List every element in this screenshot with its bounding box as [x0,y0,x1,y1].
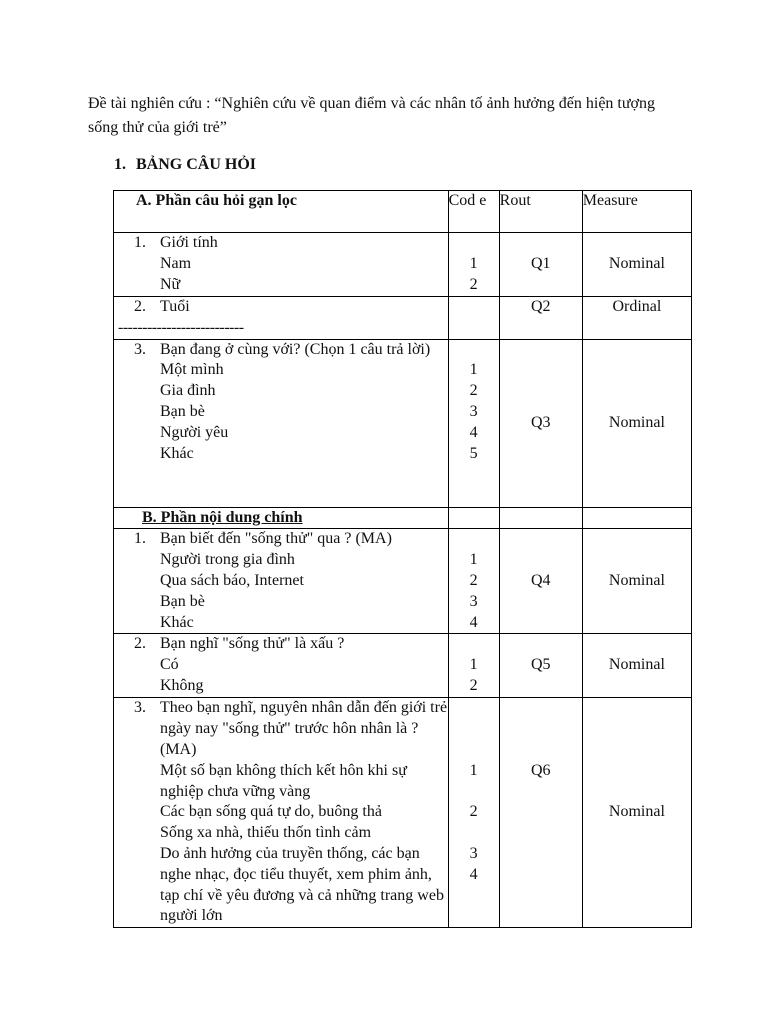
bullet-icon [134,254,160,275]
table-row [114,233,692,297]
q1-measure: Nominal [582,233,691,297]
option-item: Bạn bè [114,402,448,423]
b1-rout: Q4 [499,529,582,634]
option-item: Nữ [114,275,448,296]
q2-measure: Ordinal [582,297,691,340]
option-item: Người trong gia đình [114,550,448,571]
section-a-title: A. Phần câu hỏi gạn lọc [136,192,297,209]
b1-measure: Nominal [582,529,691,634]
header-measure-label: Measure [582,192,638,209]
b3-rout: Q6 [499,698,582,928]
section-heading [114,154,256,176]
bullet-icon [134,802,160,823]
bullet-icon [134,275,160,296]
option-item: Khác [114,613,448,634]
header-code-label: Cod e [448,192,487,209]
bullet-icon [134,613,160,634]
question-line: 1. Bạn biết đến "sống thử" qua ? (MA) [114,529,448,550]
b2-measure: Nominal [582,634,691,698]
question-line: 3. Theo bạn nghĩ, nguyên nhân dẫn đến giới trẻ ngày nay "sống thử" trước hôn nhân là ? (MA) [114,698,448,760]
q3-rout: Q3 [499,339,582,507]
questionnaire-table [113,190,692,928]
bullet-icon [134,823,160,844]
table-row [114,507,692,529]
header-rout-label: Rout [499,192,531,209]
b1-cell [114,529,449,634]
option-item: Một số bạn không thích kết hôn khi sự nghiệp chưa vững vàng [114,761,448,803]
bullet-icon [134,676,160,697]
q2-cell [114,297,449,340]
q3-codes: 1 2 3 4 5 [448,339,499,507]
bullet-icon [134,571,160,592]
q2-rout: Q2 [499,297,582,340]
b1-text: Bạn biết đến "sống thử" qua ? (MA) [160,530,392,548]
answer-blank-line: -------------------------- [118,318,244,336]
option-item: Một mình [114,360,448,381]
b1-codes: 1 2 3 4 [448,529,499,634]
option-item: Các bạn sống quá tự do, buông thả [114,802,448,823]
table-row [114,698,692,928]
option-item: Sống xa nhà, thiếu thốn tình cảm [114,823,448,844]
header-section-a [114,191,449,233]
b2-text: Bạn nghĩ "sống thử" là xấu ? [160,635,345,653]
q3-cell [114,339,449,507]
option-item: Nam [114,254,448,275]
q2-codes [448,297,499,340]
header-code [448,191,499,233]
b3-text: Theo bạn nghĩ, nguyên nhân dẫn đến giới trẻ ngày nay "sống thử" trước hôn nhân là ? (MA) [160,699,448,758]
b2-cell [114,634,449,698]
question-line: 3. Bạn đang ở cùng với? (Chọn 1 câu trả lời) [114,340,448,361]
bullet-icon [134,655,160,676]
research-topic: Đề tài nghiên cứu : “Nghiên cứu về quan điểm và các nhân tố ảnh hưởng đến hiện tượng sống thử của giới trẻ” [88,95,655,136]
header-measure [582,191,691,233]
table-row [114,297,692,340]
option-item: Khác [114,444,448,465]
table-row [114,339,692,507]
section-b-title: B. Phần nội dung chính [142,508,303,526]
option-item: Do ảnh hưởng của truyền thống, các bạn nghe nhạc, đọc tiểu thuyết, xem phim ảnh, tạp chí về yêu đương và cả những trang web người lớn [114,844,448,927]
section-b-cell [114,507,449,529]
bullet-icon [134,423,160,444]
bullet-icon [134,381,160,402]
option-item: Bạn bè [114,592,448,613]
heading-number: 1. [114,156,126,173]
q3-text: Bạn đang ở cùng với? (Chọn 1 câu trả lời) [160,340,431,358]
question-line: 2. Tuổi [114,297,448,318]
table-row [114,529,692,634]
b2-codes: 1 2 [448,634,499,698]
table-row [114,634,692,698]
q1-codes: 1 2 [448,233,499,297]
option-item: Không [114,676,448,697]
q1-text: Giới tính [160,234,218,251]
b3-cell [114,698,449,928]
question-line: 1. Giới tính [114,233,448,254]
bullet-icon [134,844,160,927]
question-line: 2. Bạn nghĩ "sống thử" là xấu ? [114,634,448,655]
q1-cell [114,233,449,297]
bullet-icon [134,592,160,613]
b3-measure: Nominal [582,698,691,928]
table-header-row [114,191,692,233]
header-rout [499,191,582,233]
heading-text: BẢNG CÂU HỎI [136,156,257,173]
q2-text: Tuổi [160,298,190,315]
b3-codes: 1 2 3 4 [448,698,499,928]
bullet-icon [134,761,160,803]
bullet-icon [134,444,160,465]
b2-rout: Q5 [499,634,582,698]
option-item: Có [114,655,448,676]
bullet-icon [134,550,160,571]
option-item: Qua sách báo, Internet [114,571,448,592]
bullet-icon [134,402,160,423]
q1-rout: Q1 [499,233,582,297]
bullet-icon [134,360,160,381]
option-item: Người yêu [114,423,448,444]
q3-measure: Nominal [582,339,691,507]
option-item: Gia đình [114,381,448,402]
